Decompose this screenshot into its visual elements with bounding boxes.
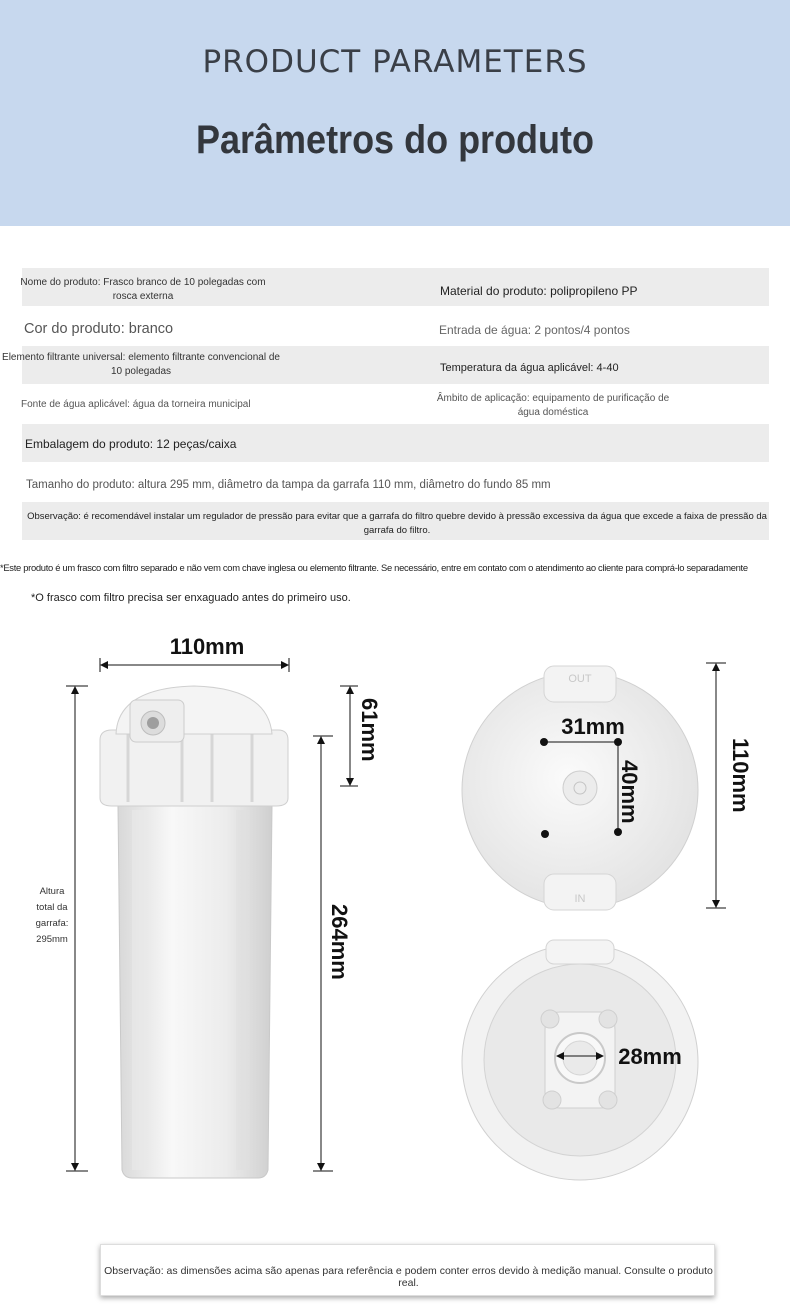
dim-cap-height: 61mm bbox=[357, 698, 382, 762]
param-product-name: Nome do produto: Frasco branco de 10 polegadas com rosca externa bbox=[20, 277, 266, 302]
dim-thread-diameter: 28mm bbox=[618, 1044, 682, 1069]
param-filter-element: Elemento filtrante universal: elemento filtrante convencional de 10 polegadas bbox=[2, 352, 280, 377]
param-size: Tamanho do produto: altura 295 mm, diâmetro da tampa da garrafa 110 mm, diâmetro do fundo 85 mm bbox=[26, 479, 551, 491]
param-water-source: Fonte de água aplicável: água da torneira municipal bbox=[21, 399, 251, 410]
product-diagram bbox=[0, 630, 790, 1210]
port-out-label: OUT bbox=[568, 673, 592, 685]
title-english: PRODUCT PARAMETERS bbox=[202, 44, 588, 80]
total-height-label: Altura total da garrafa: 295mm bbox=[35, 886, 69, 945]
note-separate: *Este produto é um frasco com filtro separado e não vem com chave inglesa ou elemento filtrante. Se necessário, entre em contato com o atendimento ao cliente para comprá-lo separadamente bbox=[0, 562, 748, 573]
dim-cap-diameter: 110mm bbox=[728, 738, 753, 813]
title-portuguese: Parâmetros do produto bbox=[195, 118, 595, 162]
dim-hole-spacing-h: 31mm bbox=[561, 714, 625, 739]
dimension-lines-cap bbox=[706, 663, 726, 908]
port-in-label: IN bbox=[574, 893, 586, 905]
param-observation: Observação: é recomendável instalar um regulador de pressão para evitar que a garrafa do filtro quebre devido à pressão excessiva da água que excede a faixa de pressão da garrafa do filtro. bbox=[27, 511, 767, 536]
cap-top-view bbox=[462, 666, 698, 910]
param-water-inlet: Entrada de água: 2 pontos/4 pontos bbox=[439, 323, 630, 337]
header-banner bbox=[0, 0, 790, 226]
filter-bottle bbox=[100, 686, 288, 1178]
dim-body-height: 264mm bbox=[327, 904, 352, 980]
param-material: Material do produto: polipropileno PP bbox=[440, 284, 638, 298]
param-color: Cor do produto: branco bbox=[24, 321, 174, 337]
param-application: Âmbito de aplicação: equipamento de purificação de água doméstica bbox=[436, 393, 670, 418]
dim-width-top: 110mm bbox=[169, 634, 245, 659]
note-rinse: *O frasco com filtro precisa ser enxaguado antes do primeiro uso. bbox=[31, 592, 351, 604]
footer-note: Observação: as dimensões acima são apenas para referência e podem conter erros devido à medição manual. Consulte o produto real. bbox=[104, 1265, 713, 1289]
param-packaging: Embalagem do produto: 12 peças/caixa bbox=[25, 437, 237, 451]
dim-hole-spacing-v: 40mm bbox=[617, 760, 642, 824]
param-water-temp: Temperatura da água aplicável: 4-40 bbox=[440, 362, 619, 374]
footer-note-box bbox=[100, 1244, 715, 1296]
